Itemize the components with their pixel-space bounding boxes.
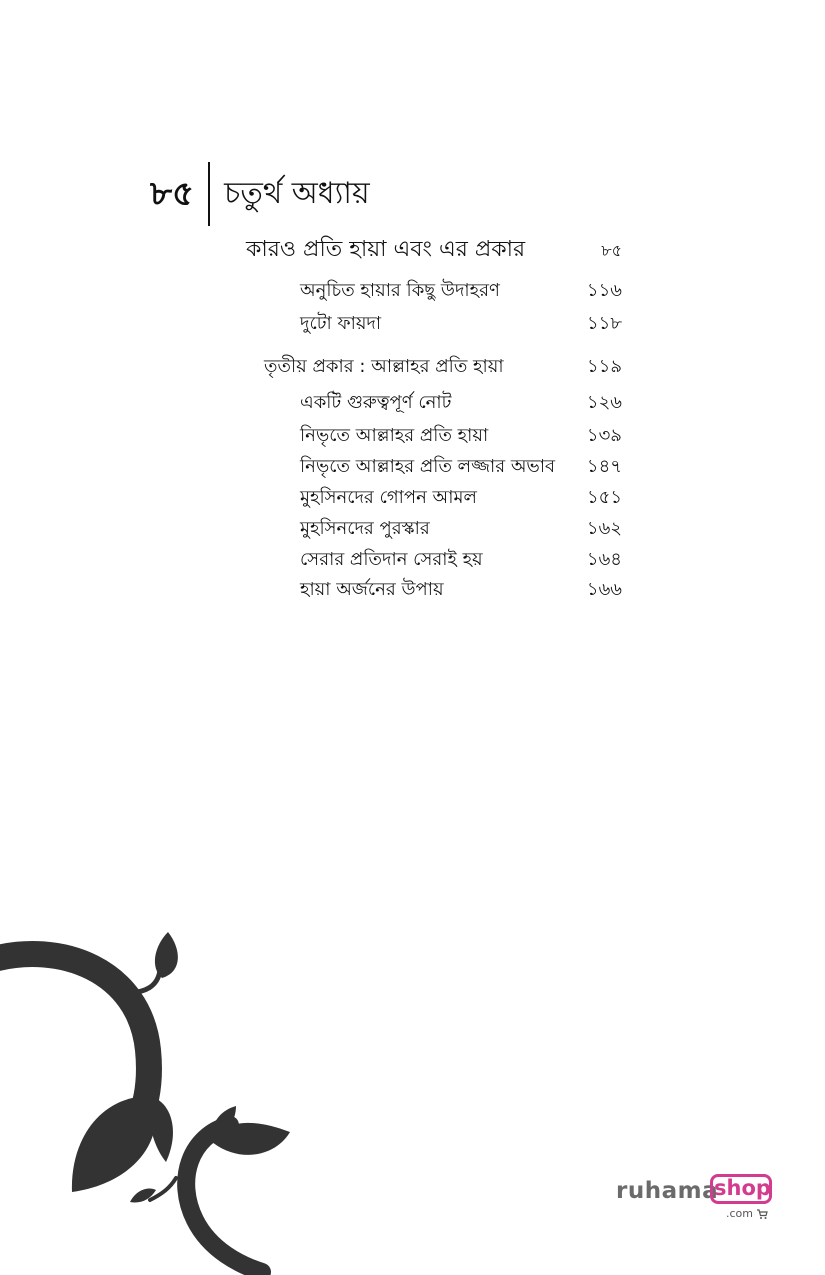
chapter-title: চতুর্থ অধ্যায় [224,176,370,211]
toc-entry [300,276,622,307]
toc-entry-page: ১৩৯ [586,425,622,446]
toc-entry-title: হায়া অর্জনের উপায় [300,579,444,600]
toc-entry [300,388,622,419]
toc-entry-title: কারও প্রতি হায়া এবং এর প্রকার [246,237,526,262]
toc-entry-page: ১১৮ [586,313,622,334]
toc-entry-title: নিভৃতে আল্লাহর প্রতি লজ্জার অভাব [300,456,556,477]
toc-entry-page: ১৬৬ [586,579,622,600]
toc-entry-page: ১৬৪ [586,549,622,570]
toc-entry-page: ১১৬ [586,280,622,301]
logo-shop-text: shop [714,1176,771,1200]
toc-entry [300,421,622,452]
logo-brand-text: ruhama [616,1178,719,1204]
toc-entry-title: দুটো ফায়দা [300,313,382,334]
chapter-number: ৮৫ [150,174,195,214]
toc-entry [300,575,622,606]
toc-entry-page: ১৪৭ [586,456,622,477]
toc-entry [300,483,622,514]
toc-entry [300,514,622,545]
toc-entry-subsection [264,352,622,383]
toc-entry-title: মুহসিনদের পুরস্কার [300,518,430,539]
toc-entry-page: ১২৬ [586,392,622,413]
toc-entry-title: একটি গুরুত্বপূর্ণ নোট [300,392,452,413]
toc-entry [300,452,622,483]
toc-entry-page: ৮৫ [601,241,622,260]
toc-entry-title: তৃতীয় প্রকার : আল্লাহর প্রতি হায়া [264,356,504,377]
toc-entry-page: ১৬২ [586,518,622,539]
toc-entry-title: সেরার প্রতিদান সেরাই হয় [300,549,483,570]
toc-entry-page: ১৫১ [586,487,622,508]
ruhamashop-logo [612,1172,777,1224]
chapter-divider [208,162,210,226]
toc-entry-title: মুহসিনদের গোপন আমল [300,487,477,508]
logo-domain-text: .com [726,1207,753,1220]
cart-icon [756,1208,768,1220]
chapter-header [150,162,370,226]
toc-entry [300,309,622,340]
vine-ornament [0,920,320,1275]
toc-entry-title: অনুচিত হায়ার কিছু উদাহরণ [300,280,500,301]
toc-entry-page: ১১৯ [586,356,622,377]
toc-entry-title: নিভৃতে আল্লাহর প্রতি হায়া [300,425,489,446]
toc-entry [300,545,622,576]
toc-entry-section [246,232,622,269]
